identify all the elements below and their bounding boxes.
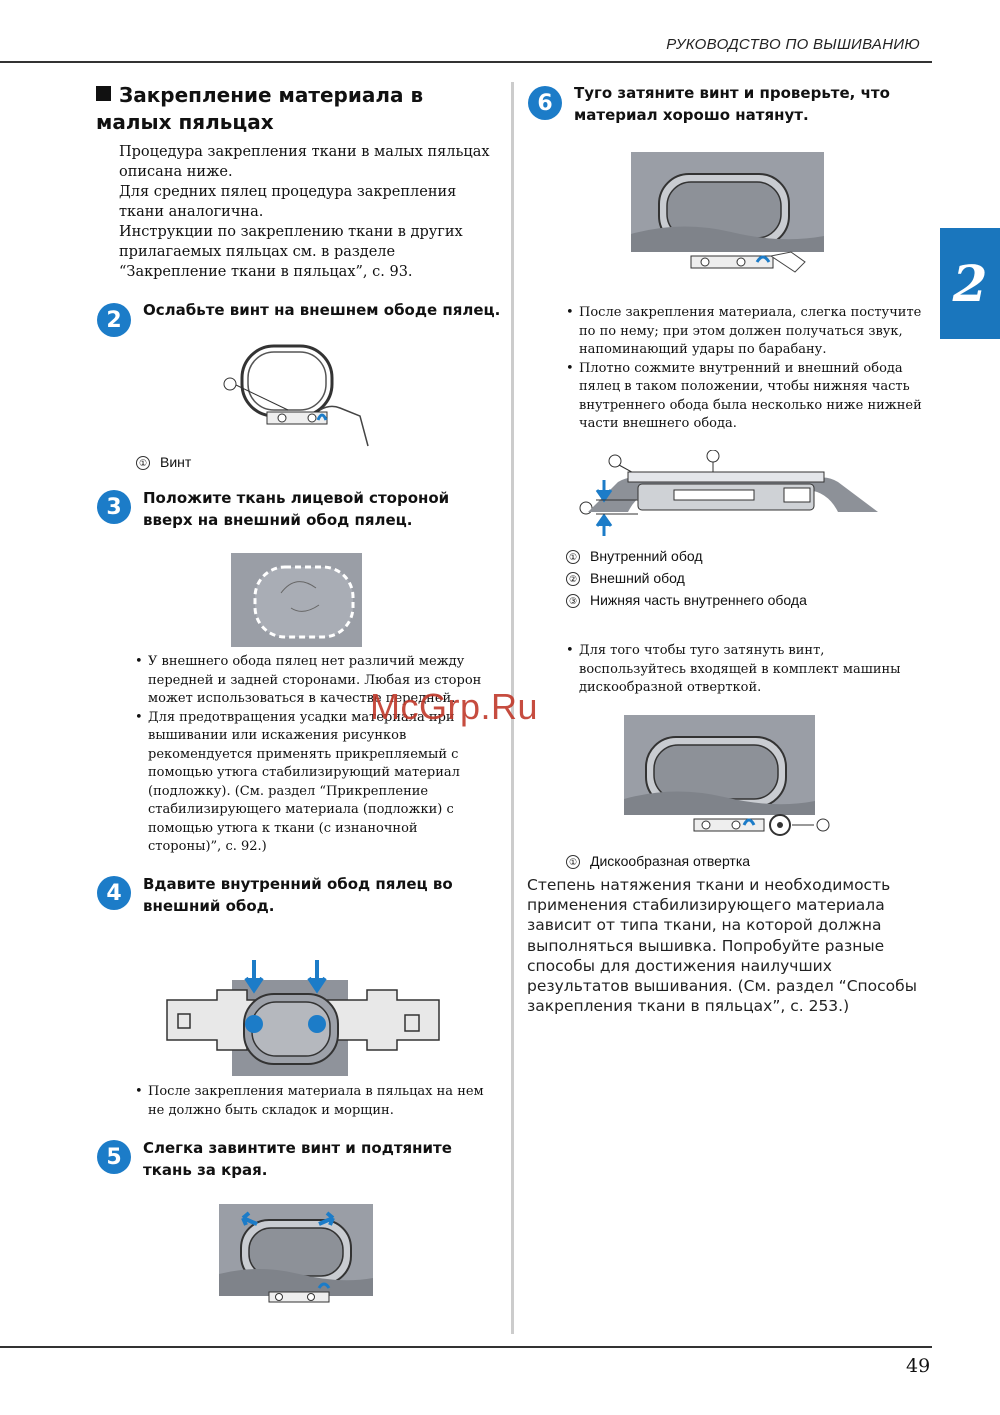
step-5-text: Слегка завинтите винт и подтяните ткань за края. <box>143 1139 452 1179</box>
hoop-screw-illustration <box>222 338 372 448</box>
tighten-pull-fabric-illustration <box>219 1204 373 1318</box>
footer-rule <box>0 1346 932 1348</box>
callout-item: ① Внутренний обод <box>566 545 906 567</box>
callout-number: ① <box>566 550 580 564</box>
step-3-badge: 3 <box>97 490 131 524</box>
intro-line: Инструкции по закреплению ткани в других прилагаемых пяльцах см. в разделе “Закрепление ткани в пяльцах”, с. 93. <box>119 224 463 280</box>
note-item: • Для предотвращения усадки материала при вышивании или искажения рисунков рекомендуется применять прикрепляемый с помощью утюга стабилизирующий материал (подложку). (См. раздел “Прикрепление стабилизирующего материала (подложки) с помощью утюга к ткани (с изнаночной стороны)”, с. 92.) <box>135 709 495 857</box>
section-heading <box>96 82 496 136</box>
step-3-notes <box>135 653 495 857</box>
disc-screwdriver-illustration <box>624 715 834 837</box>
note-item: • У внешнего обода пялец нет различий между передней и задней сторонами. Любая из сторон может использоваться в качестве передней. <box>135 653 495 709</box>
closing-paragraph: Степень натяжения ткани и необходимость применения стабилизирующего материала зависит от типа ткани, на которой должна выполняться вышивка. Попробуйте разные способы для достижения наилучших результатов вышивания. (См. раздел “Способы закрепления ткани в пяльцах”, с. 253.) <box>527 876 917 1016</box>
step-4-badge: 4 <box>97 876 131 910</box>
callout-item: ② Внешний обод <box>566 567 906 589</box>
page-number: 49 <box>906 1355 931 1377</box>
running-title: РУКОВОДСТВО ПО ВЫШИВАНИЮ <box>666 36 920 53</box>
tight-screw-illustration <box>631 152 824 276</box>
callout-number: ② <box>566 572 580 586</box>
callout-number: ③ <box>566 594 580 608</box>
step-2-badge: 2 <box>97 303 131 337</box>
note-item: • Для того чтобы туго затянуть винт, воспользуйтесь входящей в комплект машины дискообразной отверткой. <box>566 642 930 698</box>
note-item: • После закрепления материала, слегка постучите по по нему; при этом должен получаться звук, напоминающий удары по барабану. <box>566 304 928 360</box>
step-6-callout-2: ① Дискообразная отвертка <box>566 850 750 872</box>
watermark: McGrp.Ru <box>370 686 539 727</box>
hoop-cross-section-illustration <box>578 450 878 540</box>
step-6-notes-2 <box>566 642 930 698</box>
step-5-badge: 5 <box>97 1140 131 1174</box>
note-item: • После закрепления материала в пяльцах на нем не должно быть складок и морщин. <box>135 1083 500 1120</box>
callout-number: ① <box>566 855 580 869</box>
intro-line: Для средних пялец процедура закрепления ткани аналогична. <box>119 184 457 220</box>
step-3-text: Положите ткань лицевой стороной вверх на внешний обод пялец. <box>143 489 450 529</box>
step-4-text: Вдавите внутренний обод пялец во внешний обод. <box>143 875 453 915</box>
step-6-notes <box>566 304 928 434</box>
callout-number: ① <box>136 456 150 470</box>
callout-item: ③ Нижняя часть внутреннего обода <box>566 589 906 611</box>
chapter-tab[interactable]: 2 <box>940 228 1000 339</box>
step-6-badge: 6 <box>528 86 562 120</box>
step-6-text: Туго затяните винт и проверьте, что материал хорошо натянут. <box>574 84 890 124</box>
square-bullet-icon <box>96 86 111 101</box>
step-4-notes <box>135 1083 500 1120</box>
step-6-callouts <box>566 545 906 611</box>
intro-line: Процедура закрепления ткани в малых пяльцах описана ниже. <box>119 144 490 180</box>
section-intro <box>119 142 504 282</box>
header-rule <box>0 61 932 63</box>
step-2-callout: ① Винт <box>136 451 191 473</box>
press-inner-hoop-illustration <box>162 958 444 1076</box>
fabric-on-hoop-illustration <box>231 553 362 647</box>
step-2-text: Ослабьте винт на внешнем ободе пялец. <box>143 301 501 319</box>
note-item: • Плотно сожмите внутренний и внешний обода пялец в таком положении, чтобы нижняя часть внутреннего обода была несколько ниже нижней части внешнего обода. <box>566 360 928 434</box>
section-title: Закрепление материала в малых пяльцах <box>96 83 424 134</box>
